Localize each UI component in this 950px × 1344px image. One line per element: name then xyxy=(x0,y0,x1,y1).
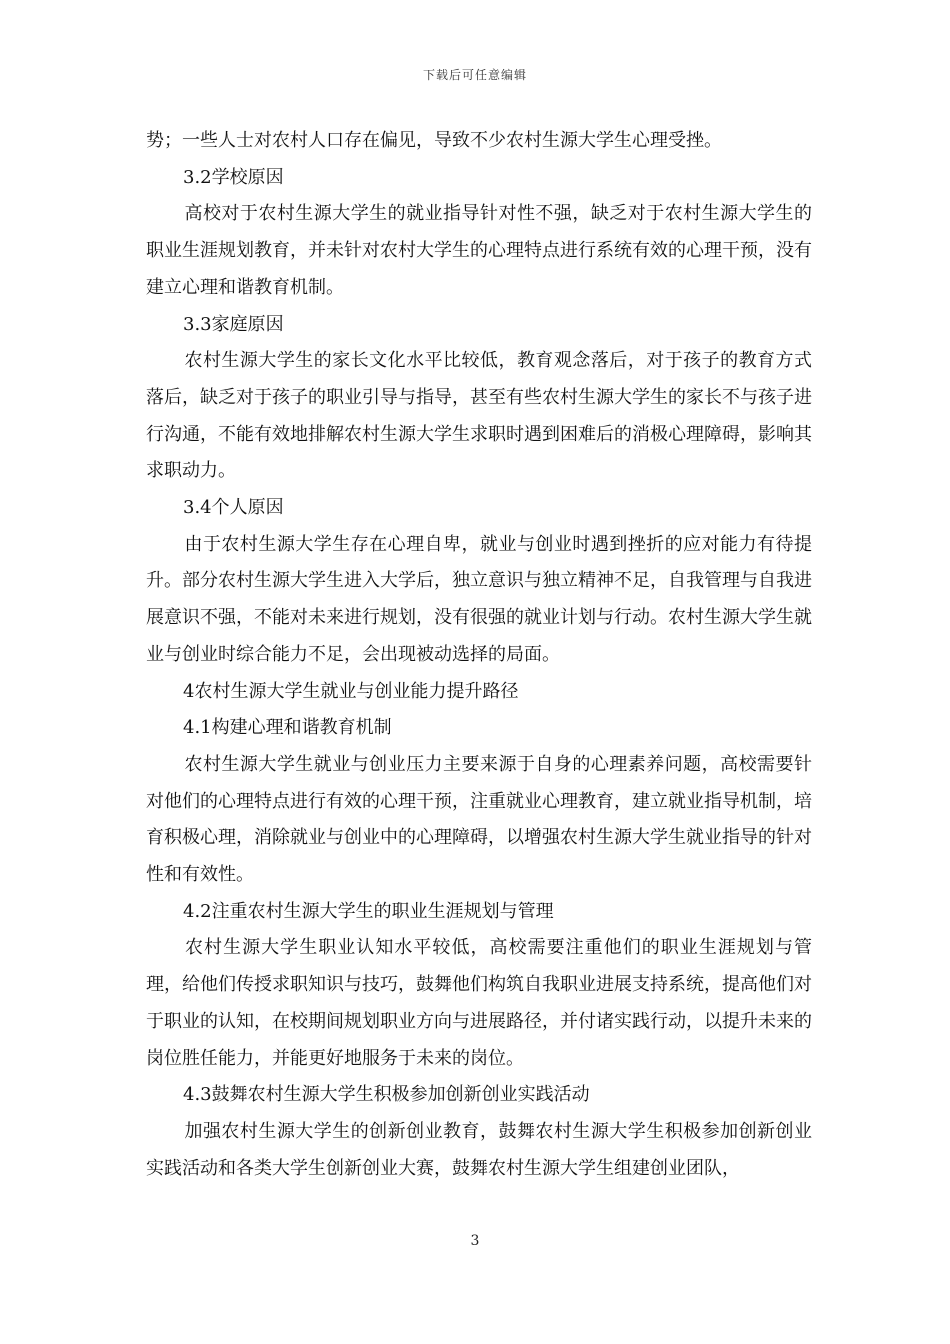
paragraph-continued: 势；一些人士对农村人口存在偏见，导致不少农村生源大学生心理受挫。 xyxy=(146,130,722,151)
page-header: 下载后可任意编辑 xyxy=(422,68,527,82)
section-heading-3-2: 3.2学校原因 xyxy=(183,166,284,188)
section-heading-4: 4农村生源大学生就业与创业能力提升路径 xyxy=(183,680,519,702)
document-body xyxy=(146,123,812,1187)
paragraph-psychological-mechanism: 农村生源大学生就业与创业压力主要来源于自身的心理素养问题，高校需要针对他们的心理特点进行有效的心理干预，注重就业心理教育，建立就业指导机制，培育积极心理，消除就业与创业中的心理障碍，以增强农村生源大学生就业指导的针对性和有效性。 xyxy=(146,753,812,886)
section-heading-4-3: 4.3鼓舞农村生源大学生积极参加创新创业实践活动 xyxy=(183,1084,590,1106)
paragraph-career-planning: 农村生源大学生职业认知水平较低，高校需要注重他们的职业生涯规划与管理，给他们传授求职知识与技巧，鼓舞他们构筑自我职业进展支持系统，提高他们对于职业的认知，在校期间规划职业方向与进展路径，并付诸实践行动，以提升未来的岗位胜任能力，并能更好地服务于未来的岗位。 xyxy=(146,937,812,1069)
section-heading-3-3: 3.3家庭原因 xyxy=(183,313,284,335)
section-heading-4-1: 4.1构建心理和谐教育机制 xyxy=(183,717,392,739)
paragraph-personal-reasons: 由于农村生源大学生存在心理自卑，就业与创业时遇到挫折的应对能力有待提升。部分农村生源大学生进入大学后，独立意识与独立精神不足，自我管理与自我进展意识不强，不能对未来进行规划，没有很强的就业计划与行动。农村生源大学生就业与创业时综合能力不足，会出现被动选择的局面。 xyxy=(146,533,812,665)
paragraph-innovation-practice: 加强农村生源大学生的创新创业教育，鼓舞农村生源大学生积极参加创新创业实践活动和各类大学生创新创业大赛，鼓舞农村生源大学生组建创业团队， xyxy=(146,1120,812,1179)
section-heading-3-4: 3.4个人原因 xyxy=(183,497,284,519)
section-heading-4-2: 4.2注重农村生源大学生的职业生涯规划与管理 xyxy=(183,900,554,922)
paragraph-school-reasons: 高校对于农村生源大学生的就业指导针对性不强，缺乏对于农村生源大学生的职业生涯规划教育，并未针对农村大学生的心理特点进行系统有效的心理干预，没有建立心理和谐教育机制。 xyxy=(146,203,812,298)
paragraph-family-reasons: 农村生源大学生的家长文化水平比较低，教育观念落后，对于孩子的教育方式落后，缺乏对于孩子的职业引导与指导，甚至有些农村生源大学生的家长不与孩子进行沟通，不能有效地排解农村生源大学生求职时遇到困难后的消极心理障碍，影响其求职动力。 xyxy=(146,350,812,482)
page-number: 3 xyxy=(470,1233,480,1249)
